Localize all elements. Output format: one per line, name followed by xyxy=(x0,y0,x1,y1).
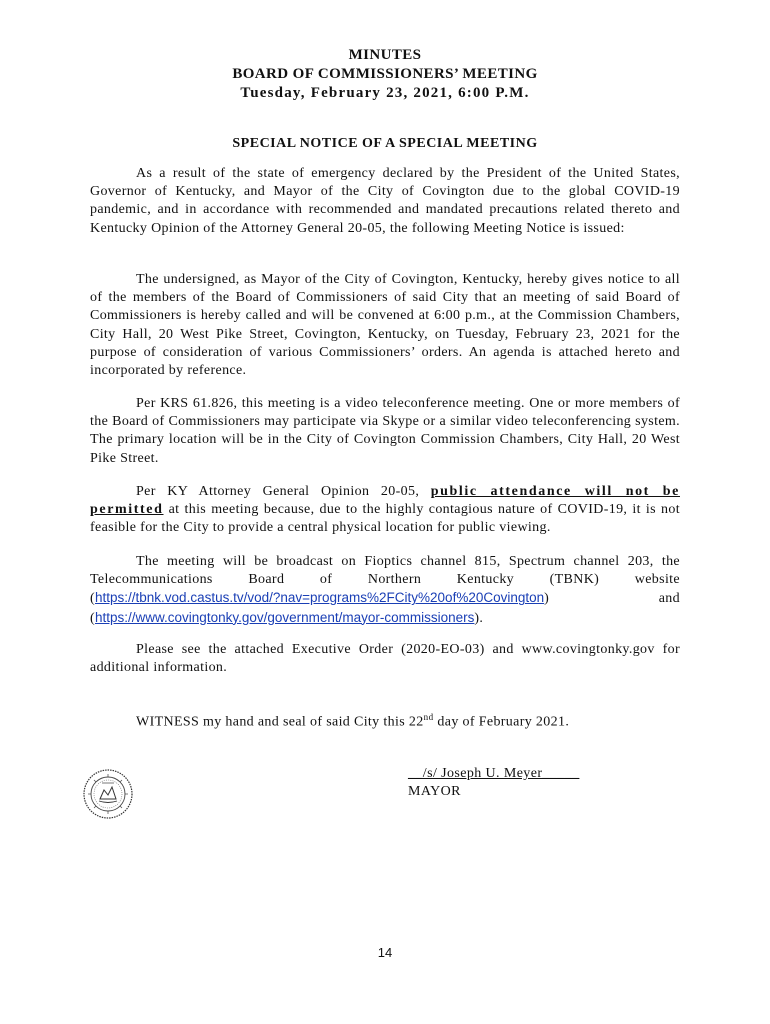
witness-text-after: day of February 2021. xyxy=(433,714,570,730)
covington-link[interactable]: https://www.covingtonky.gov/government/mayor-commissioners xyxy=(95,609,475,625)
city-seal-icon xyxy=(82,768,134,820)
tbnk-link[interactable]: https://tbnk.vod.castus.tv/vod/?nav=programs%2FCity%20of%20Covington xyxy=(95,590,545,606)
p5-text-middle: ) and ( xyxy=(90,591,680,626)
paragraph-executive-order: Please see the attached Executive Order (2020-EO-03) and www.covingtonky.gov for additional information. xyxy=(90,642,680,676)
paragraph-emergency: As a result of the state of emergency declared by the President of the United States, Governor of Kentucky, and Mayor of the City of Covington due to the global COVID-19 pandemic, and in accordance with recommended and mandated precautions related thereto and Kentucky Opinion of the Attorney General 20-05, the following Meeting Notice is issued: xyxy=(90,166,680,236)
witness-line xyxy=(136,712,569,731)
signature-block xyxy=(408,765,579,801)
signature-name: __/s/ Joseph U. Meyer_____ xyxy=(408,766,580,781)
witness-superscript: nd xyxy=(423,712,434,722)
notice-title: SPECIAL NOTICE OF A SPECIAL MEETING xyxy=(232,136,538,151)
p5-text-before: The meeting will be broadcast on Fioptics channel 815, Spectrum channel 203, the Telecommunications Board of Northern Kentucky (TBNK) website ( xyxy=(90,554,680,607)
attendance-emphasis: public attendance will not be permitted xyxy=(90,484,680,518)
document-header xyxy=(0,46,770,103)
document-subtitle: BOARD OF COMMISSIONERS’ MEETING xyxy=(232,66,538,82)
page-number: 14 xyxy=(377,945,393,960)
p5-text-after: ). xyxy=(474,610,484,626)
p4-text-after: at this meeting because, due to the highly contagious nature of COVID-19, it is not feasible for the City to provide a central physical location for public viewing. xyxy=(90,502,680,536)
p4-text-before: Per KY Attorney General Opinion 20-05, xyxy=(136,484,431,499)
witness-text-before: WITNESS my hand and seal of said City this 22 xyxy=(136,714,424,730)
signature-title: MAYOR xyxy=(408,784,461,799)
document-title: MINUTES xyxy=(348,47,422,63)
paragraph-meeting-notice: The undersigned, as Mayor of the City of Covington, Kentucky, hereby gives notice to all of the members of the Board of Commissioners of said City that an meeting of said Board of Commissioners is hereby called and will be convened at 6:00 p.m., at the Commission Chambers, City Hall, 20 West Pike Street, Covington, Kentucky, on Tuesday, February 23, 2021 for the purpose of consideration of various Commissioners’ orders. An agenda is attached hereto and incorporated by reference. xyxy=(90,272,680,379)
meeting-date: Tuesday, February 23, 2021, 6:00 P.M. xyxy=(240,85,530,101)
paragraph-broadcast xyxy=(90,553,680,628)
paragraph-teleconference: Per KRS 61.826, this meeting is a video teleconference meeting. One or more members of the Board of Commissioners may participate via Skype or a similar video teleconferencing system. The primary location will be in the City of Covington Commission Chambers, City Hall, 20 West Pike Street. xyxy=(90,396,680,466)
paragraph-public-attendance xyxy=(90,483,680,538)
